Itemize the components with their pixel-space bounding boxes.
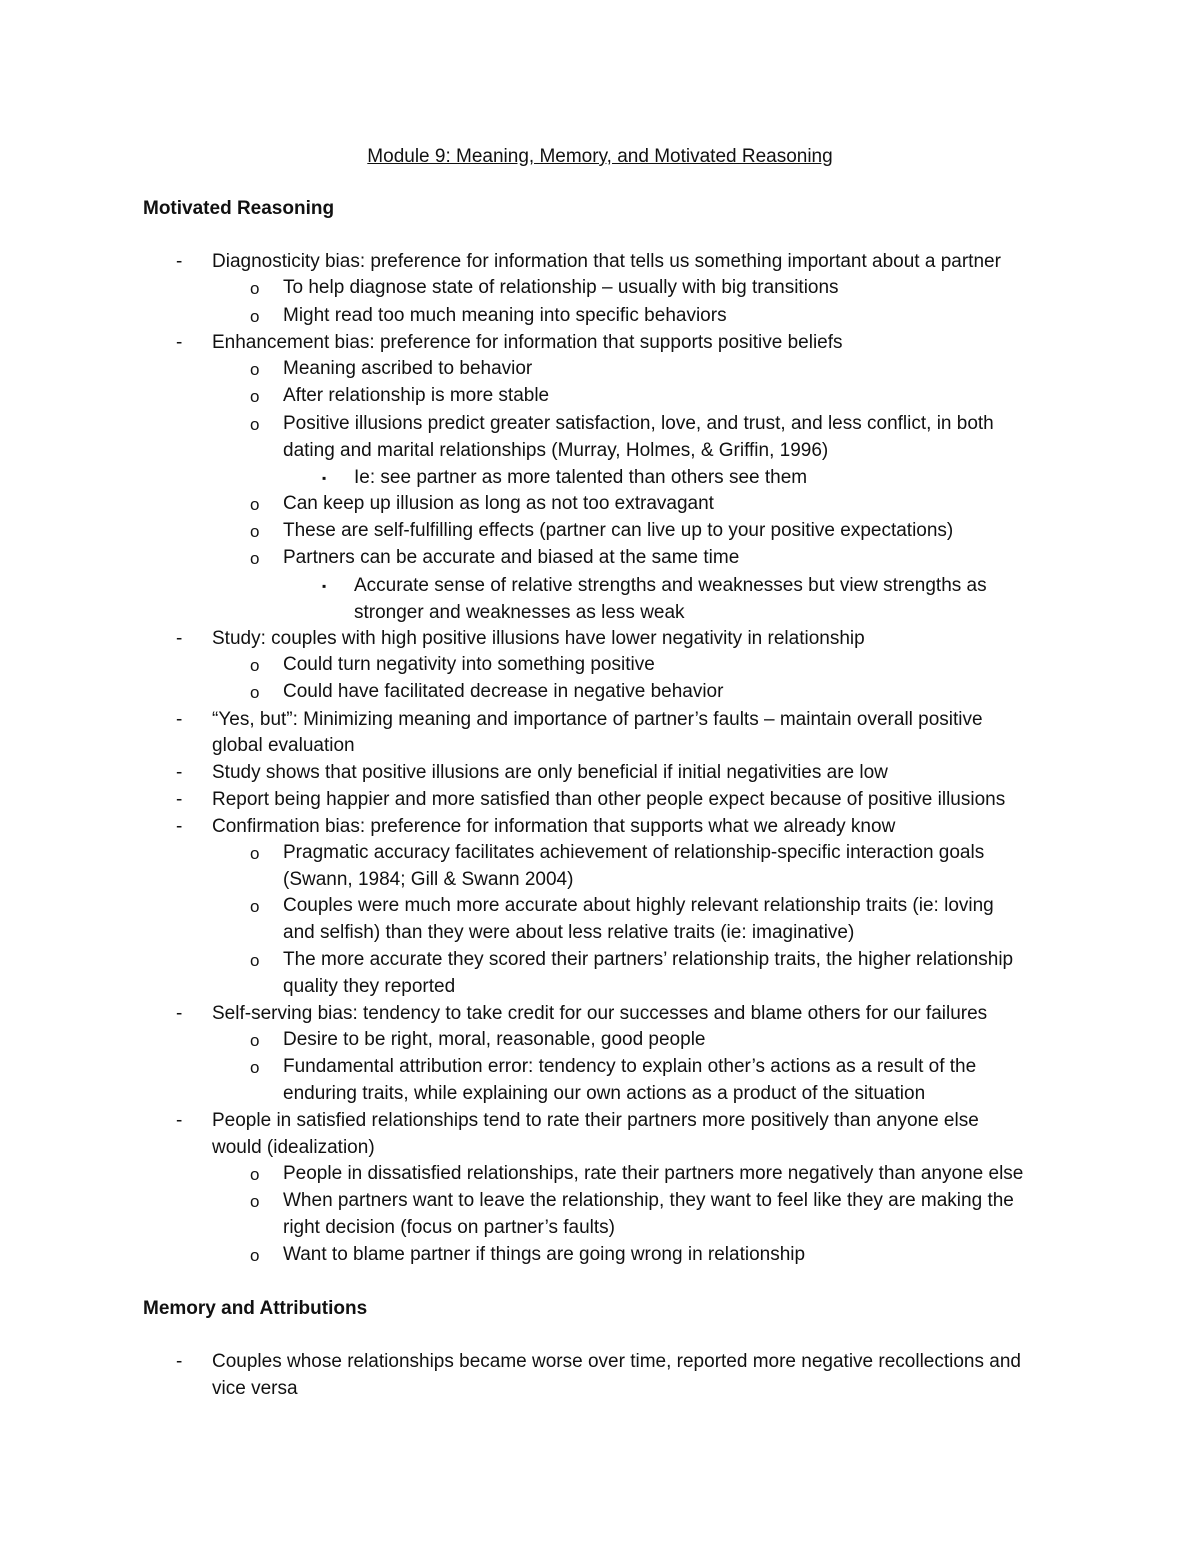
list-item: Couples were much more accurate about highly relevant relationship traits (ie: loving (283, 895, 994, 916)
list-item-continuation: dating and marital relationships (Murray, Holmes, & Griffin, 1996) (283, 440, 829, 461)
circle-bullet: o (250, 549, 260, 568)
list-item: When partners want to leave the relationship, they want to feel like they are making the (283, 1190, 1014, 1211)
list-item: Pragmatic accuracy facilitates achievement of relationship-specific interaction goals (283, 842, 985, 863)
square-bullet: ▪ (322, 579, 327, 593)
list-item-continuation: quality they reported (283, 976, 456, 997)
list-item: Diagnosticity bias: preference for information that tells us something important about a partner (212, 251, 1001, 272)
list-item-continuation: vice versa (212, 1378, 298, 1399)
circle-bullet: o (250, 495, 260, 514)
list-item-continuation: global evaluation (212, 735, 355, 756)
dash-bullet: - (176, 332, 183, 353)
document-title: Module 9: Meaning, Memory, and Motivated Reasoning (367, 146, 833, 167)
list-item-continuation: and selfish) than they were about less relative traits (ie: imaginative) (283, 922, 855, 943)
list-item: Desire to be right, moral, reasonable, good people (283, 1029, 706, 1050)
circle-bullet: o (250, 415, 260, 434)
circle-bullet: o (250, 1058, 260, 1077)
list-item: “Yes, but”: Minimizing meaning and importance of partner’s faults – maintain overall positive (212, 709, 983, 730)
list-item: Positive illusions predict greater satisfaction, love, and trust, and less conflict, in both (283, 413, 994, 434)
section-heading-motivated-reasoning: Motivated Reasoning (143, 198, 335, 219)
circle-bullet: o (250, 279, 260, 298)
dash-bullet: - (176, 1110, 183, 1131)
list-item: These are self-fulfilling effects (partner can live up to your positive expectations) (283, 520, 954, 541)
list-item: Study: couples with high positive illusions have lower negativity in relationship (212, 628, 865, 649)
list-item: The more accurate they scored their partners’ relationship traits, the higher relationship (283, 949, 1014, 970)
circle-bullet: o (250, 360, 260, 379)
list-item: To help diagnose state of relationship – usually with big transitions (283, 277, 839, 298)
dash-bullet: - (176, 709, 183, 730)
circle-bullet: o (250, 1031, 260, 1050)
list-item: Enhancement bias: preference for information that supports positive beliefs (212, 332, 843, 353)
list-item: After relationship is more stable (283, 385, 550, 406)
list-item: People in dissatisfied relationships, rate their partners more negatively than anyone else (283, 1163, 1024, 1184)
list-item: Want to blame partner if things are going wrong in relationship (283, 1244, 806, 1265)
circle-bullet: o (250, 844, 260, 863)
list-item-continuation: stronger and weaknesses as less weak (354, 602, 685, 623)
dash-bullet: - (176, 628, 183, 649)
list-item-continuation: (Swann, 1984; Gill & Swann 2004) (283, 869, 574, 890)
list-item: People in satisfied relationships tend to rate their partners more positively than anyone else (212, 1110, 979, 1131)
circle-bullet: o (250, 1165, 260, 1184)
circle-bullet: o (250, 387, 260, 406)
circle-bullet: o (250, 897, 260, 916)
circle-bullet: o (250, 307, 260, 326)
list-item-continuation: would (idealization) (212, 1137, 375, 1158)
dash-bullet: - (176, 789, 183, 810)
list-item-continuation: right decision (focus on partner’s faults) (283, 1217, 615, 1238)
circle-bullet: o (250, 951, 260, 970)
dash-bullet: - (176, 762, 183, 783)
list-item: Accurate sense of relative strengths and weaknesses but view strengths as (354, 575, 987, 596)
dash-bullet: - (176, 1003, 183, 1024)
list-item: Study shows that positive illusions are only beneficial if initial negativities are low (212, 762, 888, 783)
dash-bullet: - (176, 816, 183, 837)
circle-bullet: o (250, 1192, 260, 1211)
circle-bullet: o (250, 683, 260, 702)
list-item: Can keep up illusion as long as not too extravagant (283, 493, 714, 514)
list-item: Ie: see partner as more talented than others see them (354, 467, 808, 488)
list-item: Confirmation bias: preference for information that supports what we already know (212, 816, 896, 837)
list-item-continuation: enduring traits, while explaining our own actions as a product of the situation (283, 1083, 926, 1104)
list-item: Report being happier and more satisfied than other people expect because of positive illusions (212, 789, 1006, 810)
list-item: Self-serving bias: tendency to take credit for our successes and blame others for our failures (212, 1003, 988, 1024)
section-heading-memory-and-attributions: Memory and Attributions (143, 1298, 368, 1319)
dash-bullet: - (176, 251, 183, 272)
list-item: Could have facilitated decrease in negative behavior (283, 681, 724, 702)
list-item: Might read too much meaning into specific behaviors (283, 305, 727, 326)
list-item: Could turn negativity into something positive (283, 654, 655, 675)
list-item: Couples whose relationships became worse over time, reported more negative recollections and (212, 1351, 1021, 1372)
circle-bullet: o (250, 522, 260, 541)
dash-bullet: - (176, 1351, 183, 1372)
list-item: Meaning ascribed to behavior (283, 358, 533, 379)
list-item: Fundamental attribution error: tendency to explain other’s actions as a result of the (283, 1056, 977, 1077)
list-item: Partners can be accurate and biased at the same time (283, 547, 740, 568)
square-bullet: ▪ (322, 471, 327, 485)
circle-bullet: o (250, 656, 260, 675)
circle-bullet: o (250, 1246, 260, 1265)
